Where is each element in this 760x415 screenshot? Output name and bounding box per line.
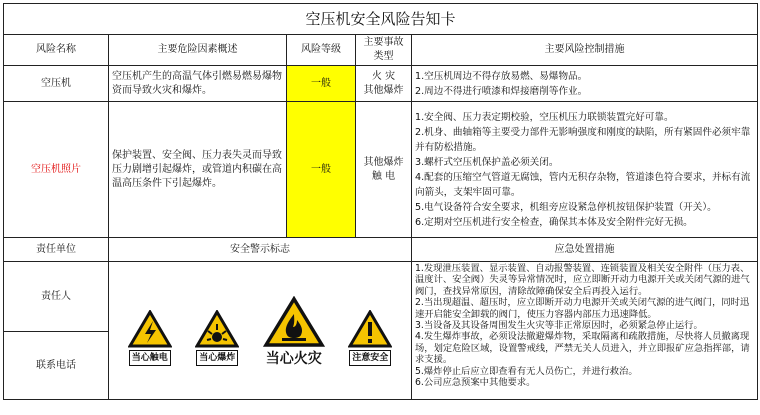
header-controls: 主要风险控制措施 (412, 35, 758, 66)
sign-label: 当心爆炸 (196, 350, 238, 366)
risk-level: 一般 (287, 102, 356, 238)
control-measures (412, 66, 758, 102)
header-risk-name: 风险名称 (4, 35, 109, 66)
accident-type (356, 102, 412, 238)
accident-type-line: 其他爆炸 (363, 84, 404, 96)
warning-signs (109, 262, 412, 400)
emergency-item: 6.公司应急预案中其他要求。 (415, 377, 536, 389)
responsible-person-label: 责任人 (4, 262, 109, 332)
sign-label: 当心火灾 (265, 350, 322, 367)
sign-label: 注意安全 (349, 350, 391, 366)
measure-item: 4.配套的压缩空气管道无腐蚀，管内无积存杂物，管道漆色符合要求，并标有流向箭头，支架牢固可靠。 (415, 171, 751, 198)
signs-header: 安全警示标志 (109, 238, 412, 262)
responsible-unit-label: 责任单位 (4, 238, 109, 262)
measure-item: 1.空压机周边不得存放易燃、易爆物品。 (415, 70, 588, 82)
measure-item: 1.安全阀、压力表定期校验，空压机压力联锁装置完好可靠。 (415, 111, 674, 123)
fire-warning-icon (263, 296, 325, 348)
contact-phone-label: 联系电话 (4, 332, 109, 400)
header-accident-type: 主要事故类型 (356, 35, 412, 66)
emergency-item: 1.发现泄压装置、显示装置、自动报警装置、连锁装置及相关安全附件（压力表、温度计、安全阀）失灵等异常情况时，应立即断开动力电源开关或关闭气源的进气阀门，查找异常原因，清除故障确保安全后再投入运行。 (415, 263, 750, 297)
explosion-warning-icon (195, 310, 239, 348)
attention-warning-icon (348, 310, 392, 348)
sign-electric-shock (128, 310, 172, 366)
measure-item: 2.机身、曲轴箱等主要受力部件无影响强度和刚度的缺陷，所有紧固件必须牢靠并有防松措施。 (415, 126, 751, 153)
sign-fire (263, 296, 325, 366)
sign-attention (348, 310, 392, 366)
risk-table (3, 3, 758, 400)
sign-label: 当心触电 (129, 350, 171, 366)
measure-item: 2.周边不得进行喷漆和焊接磨削等作业。 (415, 85, 588, 97)
photo-label: 空压机照片 (4, 102, 109, 238)
header-factors: 主要危险因素概述 (109, 35, 287, 66)
emergency-item: 5.爆炸停止后应立即查看有无人员伤亡，并进行救治。 (415, 365, 638, 377)
electric-shock-warning-icon (128, 310, 172, 348)
emergency-header: 应急处置措施 (412, 238, 758, 262)
accident-type-line: 触 电 (371, 170, 396, 182)
risk-row (4, 102, 758, 238)
accident-type (356, 66, 412, 102)
risk-level: 一般 (287, 66, 356, 102)
accident-type-line: 其他爆炸 (363, 156, 404, 168)
measure-item: 5.电气设备符合安全要求，机组旁应设紧急停机按钮保护装置（开关）。 (415, 201, 717, 213)
emergency-item: 3.当设备及其设备周围发生火灾等非正常原因时，必须紧急停止运行。 (415, 320, 703, 332)
sign-explosion (195, 310, 239, 366)
measure-item: 6.定期对空压机进行安全检查，确保其本体及安全附件完好无损。 (415, 216, 693, 228)
emergency-measures (412, 262, 758, 400)
header-level: 风险等级 (287, 35, 356, 66)
emergency-item: 2.当出现超温、超压时，应立即断开动力电源开关或关闭气源的进气阀门，同时迅速开启能安全卸载的阀门，使压力容器内部压力迅速降低。 (415, 297, 750, 320)
measure-item: 3.螺杆式空压机保护盖必须关闭。 (415, 156, 559, 168)
risk-name: 空压机 (4, 66, 109, 102)
accident-type-line: 火 灾 (371, 70, 396, 82)
risk-factors: 空压机产生的高温气体引燃易燃易爆物资而导致火灾和爆炸。 (109, 66, 287, 102)
control-measures (412, 102, 758, 238)
risk-factors: 保护装置、安全阀、压力表失灵而导致压力剧增引起爆炸，或管道内积碳在高温高压条件下引起爆炸。 (109, 102, 287, 238)
card-title: 空压机安全风险告知卡 (4, 4, 758, 35)
emergency-item: 4.发生爆炸事故，必须设法撤避爆炸物，采取隔离和疏散措施，尽快将人员撤离现场，划定危险区域，设置警戒线，严禁无关人员进入，并立即报矿应急指挥部，请求支援。 (415, 331, 750, 366)
risk-row (4, 66, 758, 102)
risk-notice-card (3, 3, 757, 409)
